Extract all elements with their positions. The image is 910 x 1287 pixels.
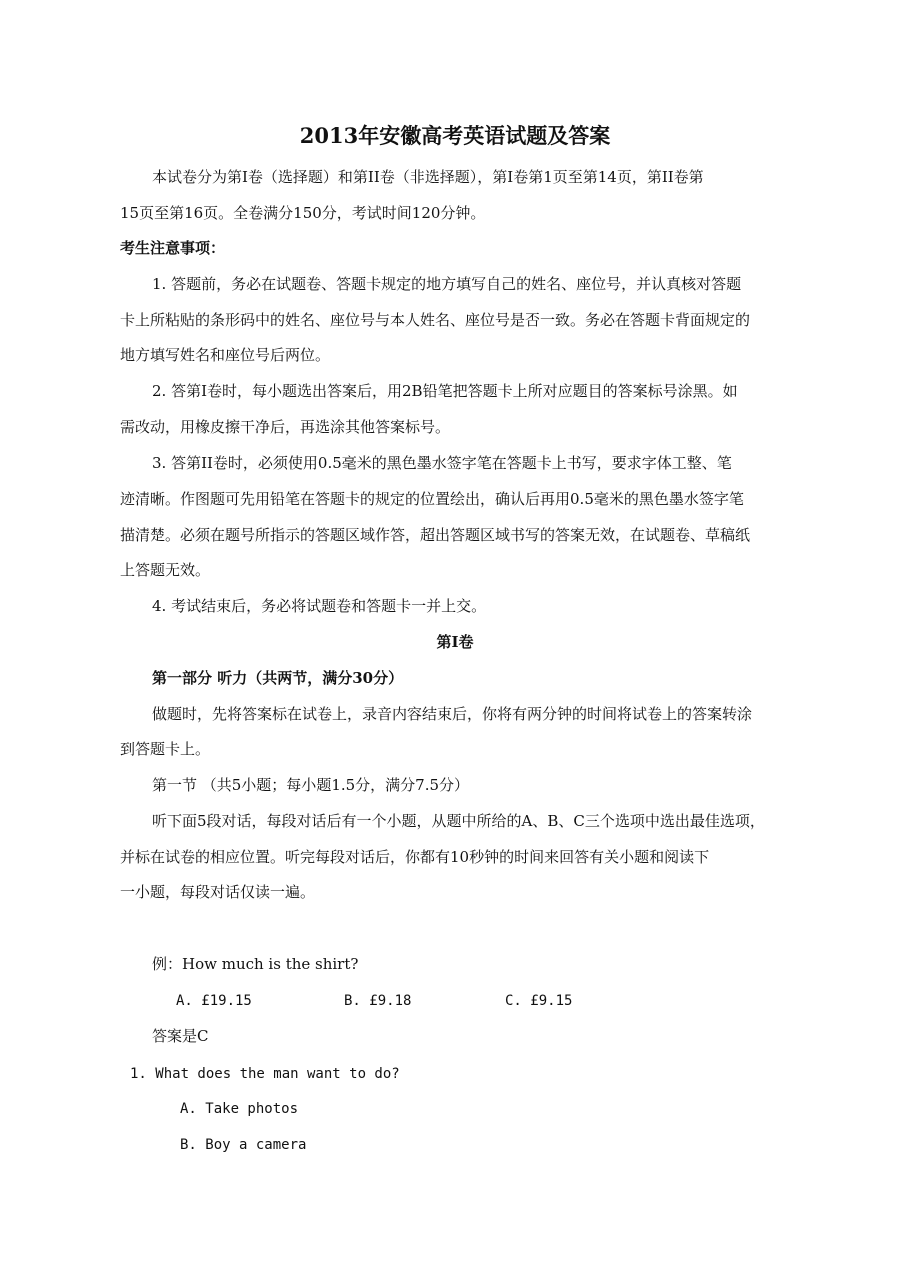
notice-line: 卡上所粘贴的条形码中的姓名、座位号与本人姓名、座位号是否一致。务必在答题卡背面规定的 (120, 311, 751, 329)
question-1-option-b: B. Boy a camera (180, 1137, 307, 1153)
notice-line: 迹清晰。作图题可先用铅笔在答题卡的规定的位置绘出，确认后再用0.5毫米的黑色墨水签字笔 (120, 490, 744, 508)
intro-line: 15页至第16页。全卷满分150分，考试时间120分钟。 (120, 204, 486, 222)
example-option-c: C. £9.15 (505, 993, 573, 1009)
subsection-intro-line: 并标在试卷的相应位置。听完每段对话后，你都有10秒钟的时间来回答有关小题和阅读下 (120, 848, 710, 866)
example-option-a: A. £19.15 (176, 993, 252, 1009)
example-question: 例：How much is the shirt? (152, 955, 359, 973)
page-title: 2013年安徽高考英语试题及答案 (299, 123, 611, 148)
notice-line: 1. 答题前，务必在试题卷、答题卡规定的地方填写自己的姓名、座位号，并认真核对答题 (152, 275, 742, 293)
question-1-option-a: A. Take photos (180, 1101, 299, 1117)
subsection-intro-line: 听下面5段对话，每段对话后有一个小题，从题中所给的A、B、C三个选项中选出最佳选项， (152, 812, 765, 830)
subsection-intro-line: 一小题，每段对话仅读一遍。 (120, 883, 316, 901)
notice-line: 3. 答第II卷时，必须使用0.5毫米的黑色墨水签字笔在答题卡上书写，要求字体工整、笔 (152, 454, 732, 472)
part-intro-line: 到答题卡上。 (120, 740, 211, 758)
notice-line: 地方填写姓名和座位号后两位。 (120, 346, 331, 364)
notice-line: 2. 答第Ⅰ卷时，每小题选出答案后，用2B铅笔把答题卡上所对应题目的答案标号涂黑。如 (152, 382, 738, 400)
intro-line: 本试卷分为第Ⅰ卷（选择题）和第II卷（非选择题），第Ⅰ卷第1页至第14页，第II卷第 (152, 168, 704, 186)
notice-line: 4. 考试结束后，务必将试题卷和答题卡一并上交。 (152, 597, 487, 615)
example-answer: 答案是C (152, 1027, 209, 1045)
part-intro-line: 做题时，先将答案标在试卷上，录音内容结束后，你将有两分钟的时间将试卷上的答案转涂 (152, 705, 753, 723)
section-title: 第Ⅰ卷 (436, 633, 474, 651)
part-heading: 第一部分 听力（共两节，满分30分） (152, 669, 404, 687)
example-option-b: B. £9.18 (344, 993, 412, 1009)
subsection-heading: 第一节 （共5小题；每小题1.5分，满分7.5分） (152, 776, 470, 794)
question-1: 1. What does the man want to do? (130, 1066, 400, 1082)
notice-line: 上答题无效。 (120, 561, 211, 579)
notice-line: 需改动，用橡皮擦干净后，再选涂其他答案标号。 (120, 418, 451, 436)
notice-line: 描清楚。必须在题号所指示的答题区域作答，超出答题区域书写的答案无效，在试题卷、草稿纸 (120, 526, 751, 544)
notice-heading: 考生注意事项： (120, 239, 226, 257)
